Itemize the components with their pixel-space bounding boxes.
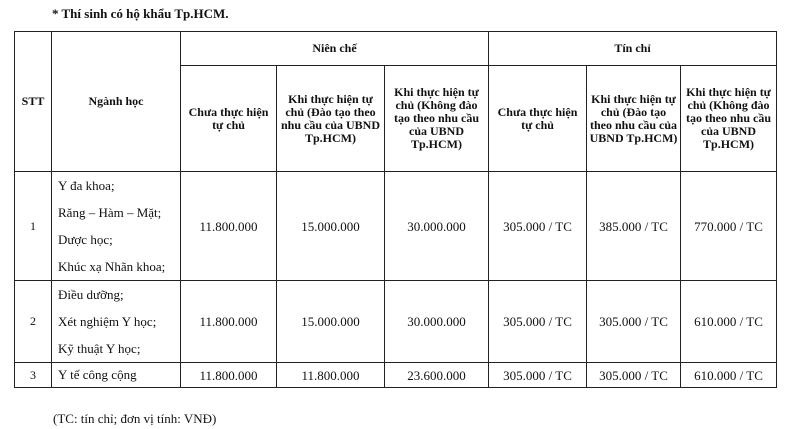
row-stt: 2 [15,281,52,363]
fee-cell: 385.000 / TC [587,172,681,281]
major-name: Y đa khoa; [58,178,115,193]
fee-cell: 610.000 / TC [681,363,777,388]
fee-cell: 11.800.000 [181,281,277,363]
table-row [15,363,777,388]
fee-cell: 30.000.000 [385,172,489,281]
fee-cell: 15.000.000 [277,172,385,281]
major-name: Điều dưỡng; [58,287,124,302]
sub-header-cell: Chưa thực hiện tự chủ [489,66,587,172]
sub-header-cell: Khi thực hiện tự chủ (Không đào tạo theo nhu cầu của UBND Tp.HCM) [681,66,777,172]
major-name: Răng – Hàm – Mặt; [58,205,162,220]
sub-header-cell: Khi thực hiện tự chủ (Đào tạo theo nhu cầu của UBND Tp.HCM) [277,66,385,172]
major-name: Xét nghiệm Y học; [58,314,157,329]
row-majors [52,172,181,281]
fee-cell: 305.000 / TC [489,363,587,388]
fee-cell: 305.000 / TC [489,281,587,363]
fee-cell: 23.600.000 [385,363,489,388]
fee-cell: 305.000 / TC [587,281,681,363]
fee-cell: 30.000.000 [385,281,489,363]
fee-cell: 610.000 / TC [681,281,777,363]
fee-cell: 770.000 / TC [681,172,777,281]
fee-cell: 305.000 / TC [489,172,587,281]
col-major-header: Ngành học [52,32,181,172]
page-heading: * Thí sinh có hộ khẩu Tp.HCM. [52,6,229,21]
row-majors [52,281,181,363]
fee-cell: 15.000.000 [277,281,385,363]
col-stt-header: STT [15,32,52,172]
footnote: (TC: tín chỉ; đơn vị tính: VNĐ) [53,411,217,426]
sub-header-cell: Khi thực hiện tự chủ (Đào tạo theo nhu cầu của UBND Tp.HCM) [587,66,681,172]
fee-cell: 11.800.000 [277,363,385,388]
table-row [15,172,777,281]
row-stt: 1 [15,172,52,281]
group-tin-chi-header: Tín chỉ [489,32,777,66]
row-stt: 3 [15,363,52,388]
sub-header-cell: Chưa thực hiện tự chủ [181,66,277,172]
row-majors [52,363,181,388]
tuition-table [14,31,777,388]
fee-cell: 11.800.000 [181,172,277,281]
fee-cell: 11.800.000 [181,363,277,388]
table-row [15,281,777,363]
sub-header-cell: Khi thực hiện tự chủ (Không đào tạo theo nhu cầu của UBND Tp.HCM) [385,66,489,172]
header-row-groups [15,32,777,66]
major-name: Y tế công cộng [58,367,137,382]
major-name: Dược học; [58,232,113,247]
major-name: Kỹ thuật Y học; [58,341,141,356]
fee-cell: 305.000 / TC [587,363,681,388]
major-name: Khúc xạ Nhãn khoa; [58,259,166,274]
group-nien-che-header: Niên chế [181,32,489,66]
